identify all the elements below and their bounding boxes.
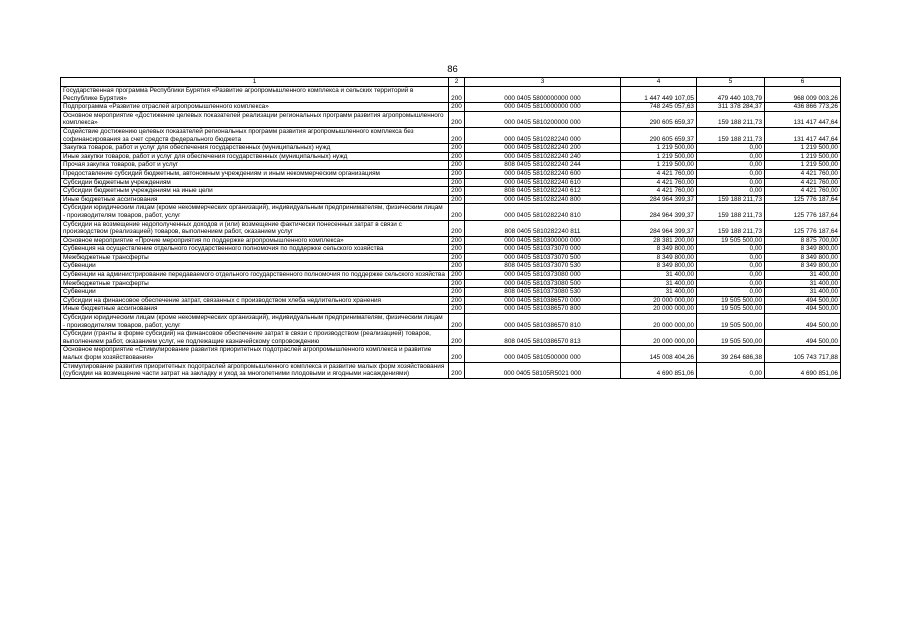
row-executed-cell: 159 188 211,73 xyxy=(697,204,765,220)
page-number: 86 xyxy=(447,64,458,75)
row-executed-cell: 479 440 103,79 xyxy=(697,87,765,103)
row-remainder-cell: 1 219 500,00 xyxy=(765,161,841,170)
row-kbk-cell: 000 0405 5810373070 000 xyxy=(465,245,621,254)
row-amount-cell: 31 400,00 xyxy=(621,279,697,288)
row-name-cell: Основное мероприятие «Прочие мероприятия по поддержке агропромышленного комплекса» xyxy=(61,236,449,245)
row-code-cell: 200 xyxy=(449,144,465,153)
table-row xyxy=(61,144,841,153)
row-executed-cell: 311 378 284,37 xyxy=(697,103,765,112)
row-executed-cell: 0,00 xyxy=(697,279,765,288)
table-row xyxy=(61,220,841,236)
column-header: 2 xyxy=(449,78,465,87)
row-amount-cell: 28 381 200,00 xyxy=(621,236,697,245)
row-amount-cell: 290 605 659,37 xyxy=(621,111,697,127)
row-amount-cell: 20 000 000,00 xyxy=(621,296,697,305)
row-executed-cell: 0,00 xyxy=(697,144,765,153)
column-header: 5 xyxy=(697,78,765,87)
table-row xyxy=(61,245,841,254)
row-kbk-cell: 000 0405 5810282240 610 xyxy=(465,178,621,187)
header-row xyxy=(61,78,841,87)
table-row xyxy=(61,111,841,127)
row-kbk-cell: 000 0405 5810200000 000 xyxy=(465,111,621,127)
table-row xyxy=(61,346,841,362)
row-remainder-cell: 105 743 717,88 xyxy=(765,346,841,362)
row-amount-cell: 284 964 399,37 xyxy=(621,220,697,236)
row-amount-cell: 284 964 399,37 xyxy=(621,204,697,220)
row-kbk-cell: 000 0405 5810373080 500 xyxy=(465,279,621,288)
row-name-cell: Содействие достижению целевых показателей региональных программ развития агропромышленного комплекса без софинансирования за счет средств федерального бюджета xyxy=(61,127,449,143)
row-name-cell: Субвенции xyxy=(61,288,449,297)
row-code-cell: 200 xyxy=(449,169,465,178)
row-name-cell: Предоставление субсидий бюджетным, автономным учреждениям и иным некоммерческим организациям xyxy=(61,169,449,178)
row-name-cell: Субсидии бюджетным учреждениям xyxy=(61,178,449,187)
table-row xyxy=(61,305,841,314)
row-executed-cell: 19 505 500,00 xyxy=(697,330,765,346)
table-row xyxy=(61,236,841,245)
row-remainder-cell: 1 219 500,00 xyxy=(765,152,841,161)
row-remainder-cell: 31 400,00 xyxy=(765,271,841,280)
row-amount-cell: 4 421 760,00 xyxy=(621,187,697,196)
row-remainder-cell: 8 349 800,00 xyxy=(765,253,841,262)
row-remainder-cell: 494 500,00 xyxy=(765,314,841,330)
table-row xyxy=(61,187,841,196)
row-amount-cell: 290 605 659,37 xyxy=(621,127,697,143)
row-remainder-cell: 125 776 187,64 xyxy=(765,195,841,204)
row-executed-cell: 39 264 686,38 xyxy=(697,346,765,362)
row-code-cell: 200 xyxy=(449,103,465,112)
table-row xyxy=(61,161,841,170)
row-amount-cell: 1 219 500,00 xyxy=(621,161,697,170)
row-executed-cell: 0,00 xyxy=(697,288,765,297)
row-name-cell: Субсидии на возмещение недополученных доходов и (или) возмещение фактически понесенных затрат в связи с производством (реализацией) товаров, выполнением работ, оказанием услуг xyxy=(61,220,449,236)
row-name-cell: Государственная программа Республики Бурятия «Развитие агропромышленного комплекса и сельских территорий в Республике Бурятия» xyxy=(61,87,449,103)
row-kbk-cell: 000 0405 5810282240 000 xyxy=(465,127,621,143)
row-kbk-cell: 000 0405 5810282240 810 xyxy=(465,204,621,220)
row-kbk-cell: 808 0405 5810282240 244 xyxy=(465,161,621,170)
row-kbk-cell: 000 0405 5800000000 000 xyxy=(465,87,621,103)
table-row xyxy=(61,127,841,143)
row-executed-cell: 19 505 500,00 xyxy=(697,236,765,245)
row-executed-cell: 0,00 xyxy=(697,362,765,378)
row-code-cell: 200 xyxy=(449,195,465,204)
row-code-cell: 200 xyxy=(449,178,465,187)
row-executed-cell: 159 188 211,73 xyxy=(697,195,765,204)
row-kbk-cell: 808 0405 5810282240 612 xyxy=(465,187,621,196)
row-amount-cell: 1 447 449 107,05 xyxy=(621,87,697,103)
row-code-cell: 200 xyxy=(449,296,465,305)
row-kbk-cell: 000 0405 5810386570 000 xyxy=(465,296,621,305)
row-name-cell: Иные бюджетные ассигнования xyxy=(61,305,449,314)
row-remainder-cell: 968 009 003,26 xyxy=(765,87,841,103)
row-amount-cell: 20 000 000,00 xyxy=(621,305,697,314)
row-kbk-cell: 000 0405 5810282240 240 xyxy=(465,152,621,161)
row-code-cell: 200 xyxy=(449,111,465,127)
row-name-cell: Подпрограмма «Развитие отраслей агропромышленного комплекса» xyxy=(61,103,449,112)
table-row xyxy=(61,262,841,271)
row-kbk-cell: 000 0405 5810282240 600 xyxy=(465,169,621,178)
row-kbk-cell: 000 0405 5810282240 800 xyxy=(465,195,621,204)
row-remainder-cell: 31 400,00 xyxy=(765,279,841,288)
row-code-cell: 200 xyxy=(449,330,465,346)
budget-table xyxy=(60,77,841,379)
row-code-cell: 200 xyxy=(449,187,465,196)
row-code-cell: 200 xyxy=(449,262,465,271)
row-code-cell: 200 xyxy=(449,305,465,314)
row-code-cell: 200 xyxy=(449,127,465,143)
row-name-cell: Иные закупки товаров, работ и услуг для обеспечения государственных (муниципальных) нужд xyxy=(61,152,449,161)
row-amount-cell: 4 690 851,06 xyxy=(621,362,697,378)
row-executed-cell: 0,00 xyxy=(697,262,765,271)
row-code-cell: 200 xyxy=(449,236,465,245)
row-name-cell: Иные бюджетные ассигнования xyxy=(61,195,449,204)
row-remainder-cell: 8 875 700,00 xyxy=(765,236,841,245)
row-executed-cell: 19 505 500,00 xyxy=(697,296,765,305)
row-code-cell: 200 xyxy=(449,279,465,288)
table-row xyxy=(61,296,841,305)
row-amount-cell: 8 349 800,00 xyxy=(621,253,697,262)
column-header: 1 xyxy=(61,78,449,87)
row-remainder-cell: 31 400,00 xyxy=(765,288,841,297)
row-executed-cell: 0,00 xyxy=(697,161,765,170)
row-code-cell: 200 xyxy=(449,152,465,161)
row-remainder-cell: 4 421 760,00 xyxy=(765,178,841,187)
row-kbk-cell: 808 0405 5810386570 813 xyxy=(465,330,621,346)
row-remainder-cell: 436 866 773,26 xyxy=(765,103,841,112)
row-name-cell: Субвенции на администрирование передаваемого отдельного государственного полномочия по поддержке сельского хозяйства xyxy=(61,271,449,280)
row-code-cell: 200 xyxy=(449,204,465,220)
table-row xyxy=(61,362,841,378)
row-name-cell: Стимулирование развития приоритетных подотраслей агропромышленного комплекса и развитие малых форм хозяйствования (субсидии на возмещение части затрат на закладку и уход за многолетними плодовыми и ягодными насаждениями) xyxy=(61,362,449,378)
row-code-cell: 200 xyxy=(449,253,465,262)
table-row xyxy=(61,178,841,187)
row-remainder-cell: 125 776 187,64 xyxy=(765,204,841,220)
row-code-cell: 200 xyxy=(449,161,465,170)
row-code-cell: 200 xyxy=(449,271,465,280)
table-row xyxy=(61,288,841,297)
row-name-cell: Закупка товаров, работ и услуг для обеспечения государственных (муниципальных) нужд xyxy=(61,144,449,153)
row-name-cell: Субсидии на финансовое обеспечение затрат, связанных с производством хлеба недлительного хранения xyxy=(61,296,449,305)
table-row xyxy=(61,271,841,280)
row-code-cell: 200 xyxy=(449,314,465,330)
row-kbk-cell: 000 0405 5810373070 500 xyxy=(465,253,621,262)
table-row xyxy=(61,279,841,288)
column-header: 6 xyxy=(765,78,841,87)
row-executed-cell: 0,00 xyxy=(697,178,765,187)
row-kbk-cell: 000 0405 5810300000 000 xyxy=(465,236,621,245)
row-amount-cell: 8 349 800,00 xyxy=(621,245,697,254)
row-code-cell: 200 xyxy=(449,346,465,362)
row-amount-cell: 145 008 404,26 xyxy=(621,346,697,362)
row-amount-cell: 31 400,00 xyxy=(621,271,697,280)
row-executed-cell: 159 188 211,73 xyxy=(697,220,765,236)
row-amount-cell: 20 000 000,00 xyxy=(621,330,697,346)
column-header: 4 xyxy=(621,78,697,87)
table-row xyxy=(61,253,841,262)
table-row xyxy=(61,152,841,161)
row-amount-cell: 1 219 500,00 xyxy=(621,152,697,161)
table-row xyxy=(61,169,841,178)
row-executed-cell: 0,00 xyxy=(697,187,765,196)
row-code-cell: 200 xyxy=(449,220,465,236)
row-name-cell: Прочая закупка товаров, работ и услуг xyxy=(61,161,449,170)
row-kbk-cell: 000 0405 5810282240 200 xyxy=(465,144,621,153)
row-executed-cell: 0,00 xyxy=(697,152,765,161)
row-kbk-cell: 808 0405 5810282240 811 xyxy=(465,220,621,236)
row-executed-cell: 159 188 211,73 xyxy=(697,127,765,143)
row-remainder-cell: 131 417 447,64 xyxy=(765,111,841,127)
table-row xyxy=(61,103,841,112)
row-amount-cell: 4 421 760,00 xyxy=(621,178,697,187)
row-remainder-cell: 1 219 500,00 xyxy=(765,144,841,153)
row-name-cell: Субсидии (гранты в форме субсидий) на финансовое обеспечение затрат в связи с производством (реализацией) товаров, выполнением работ, оказанием услуг, не подлежащие казначейскому сопровождению xyxy=(61,330,449,346)
row-name-cell: Субсидии юридическим лицам (кроме некоммерческих организаций), индивидуальным предпринимателям, физическим лицам - производителям товаров, работ, услуг xyxy=(61,314,449,330)
row-executed-cell: 19 505 500,00 xyxy=(697,305,765,314)
row-executed-cell: 19 505 500,00 xyxy=(697,314,765,330)
row-name-cell: Субвенция на осуществление отдельного государственного полномочия по поддержке сельского хозяйства xyxy=(61,245,449,254)
row-amount-cell: 8 349 800,00 xyxy=(621,262,697,271)
row-executed-cell: 0,00 xyxy=(697,169,765,178)
row-executed-cell: 0,00 xyxy=(697,245,765,254)
row-code-cell: 200 xyxy=(449,245,465,254)
row-code-cell: 200 xyxy=(449,288,465,297)
row-name-cell: Межбюджетные трансферты xyxy=(61,253,449,262)
row-name-cell: Основное мероприятие «Достижение целевых показателей реализации региональных программ развития агропромышленного комплекса» xyxy=(61,111,449,127)
row-name-cell: Субсидии бюджетным учреждениям на иные цели xyxy=(61,187,449,196)
row-name-cell: Субсидии юридическим лицам (кроме некоммерческих организаций), индивидуальным предпринимателям, физическим лицам - производителям товаров, работ, услуг xyxy=(61,204,449,220)
row-name-cell: Основное мероприятие «Стимулирование развития приоритетных подотраслей агропромышленного комплекса и развитие малых форм хозяйствования» xyxy=(61,346,449,362)
row-remainder-cell: 494 500,00 xyxy=(765,305,841,314)
row-kbk-cell: 808 0405 5810373080 530 xyxy=(465,288,621,297)
row-executed-cell: 0,00 xyxy=(697,253,765,262)
row-executed-cell: 0,00 xyxy=(697,271,765,280)
row-kbk-cell: 000 0405 5810386570 810 xyxy=(465,314,621,330)
row-kbk-cell: 000 0405 5810000000 000 xyxy=(465,103,621,112)
row-kbk-cell: 000 0405 5810500000 000 xyxy=(465,346,621,362)
row-amount-cell: 4 421 760,00 xyxy=(621,169,697,178)
row-kbk-cell: 808 0405 5810373070 530 xyxy=(465,262,621,271)
row-remainder-cell: 8 349 800,00 xyxy=(765,262,841,271)
row-amount-cell: 284 964 399,37 xyxy=(621,195,697,204)
table-row xyxy=(61,195,841,204)
row-code-cell: 200 xyxy=(449,362,465,378)
row-remainder-cell: 8 349 800,00 xyxy=(765,245,841,254)
row-remainder-cell: 4 690 851,06 xyxy=(765,362,841,378)
row-amount-cell: 1 219 500,00 xyxy=(621,144,697,153)
column-header: 3 xyxy=(465,78,621,87)
row-name-cell: Субвенции xyxy=(61,262,449,271)
row-remainder-cell: 131 417 447,64 xyxy=(765,127,841,143)
table-row xyxy=(61,204,841,220)
row-remainder-cell: 125 776 187,64 xyxy=(765,220,841,236)
row-remainder-cell: 4 421 760,00 xyxy=(765,187,841,196)
row-remainder-cell: 494 500,00 xyxy=(765,296,841,305)
row-kbk-cell: 000 0405 5810373080 000 xyxy=(465,271,621,280)
row-amount-cell: 31 400,00 xyxy=(621,288,697,297)
row-remainder-cell: 494 500,00 xyxy=(765,330,841,346)
row-code-cell: 200 xyxy=(449,87,465,103)
row-name-cell: Межбюджетные трансферты xyxy=(61,279,449,288)
table-row xyxy=(61,314,841,330)
row-remainder-cell: 4 421 760,00 xyxy=(765,169,841,178)
row-executed-cell: 159 188 211,73 xyxy=(697,111,765,127)
row-amount-cell: 20 000 000,00 xyxy=(621,314,697,330)
row-kbk-cell: 000 0405 5810386570 800 xyxy=(465,305,621,314)
row-kbk-cell: 000 0405 58105R5021 000 xyxy=(465,362,621,378)
table-row xyxy=(61,330,841,346)
row-amount-cell: 748 245 057,63 xyxy=(621,103,697,112)
table-row xyxy=(61,87,841,103)
